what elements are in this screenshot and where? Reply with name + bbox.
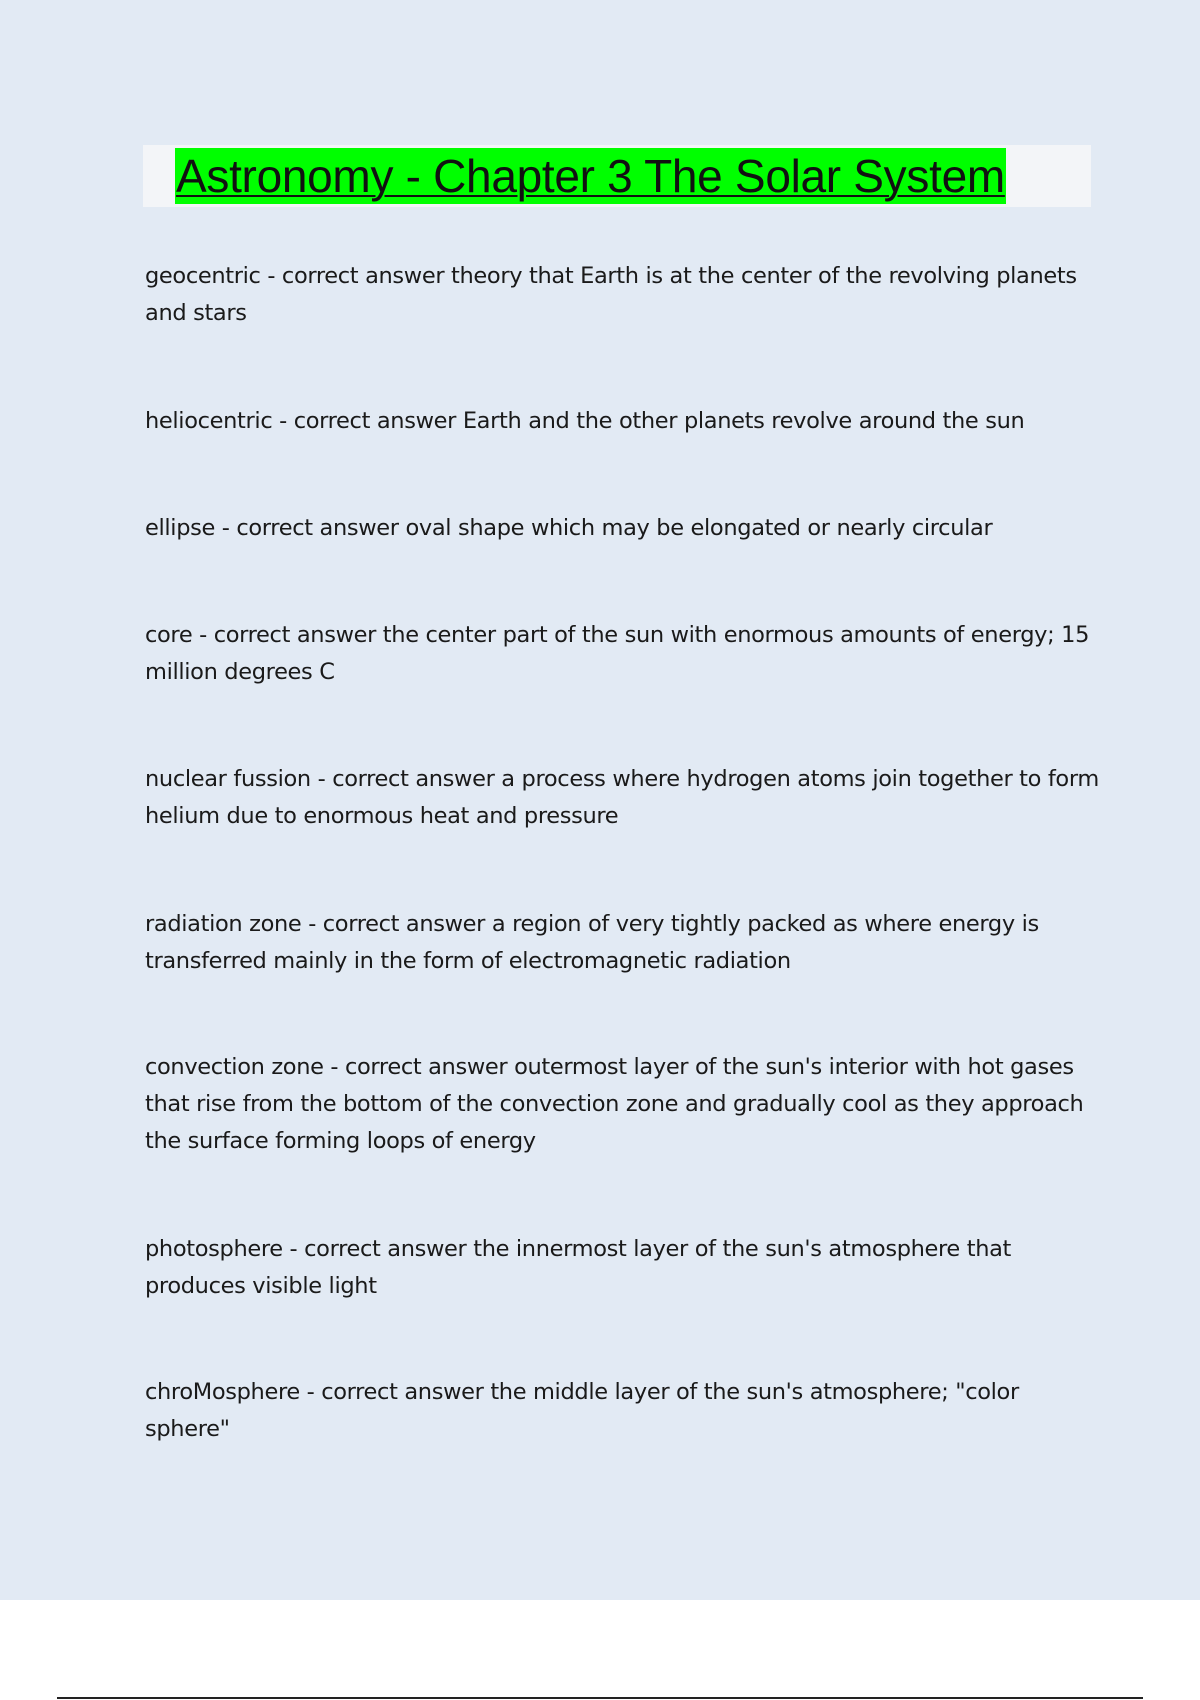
entry-geocentric: geocentric - correct answer theory that Earth is at the center of the revolving planets and stars	[145, 263, 1077, 326]
entry-ellipse: ellipse - correct answer oval shape which may be elongated or nearly circular	[145, 515, 993, 541]
footer-divider	[57, 1697, 1143, 1699]
entry-chromosphere: chroMosphere - correct answer the middle layer of the sun's atmosphere; "color sphere"	[145, 1379, 1019, 1442]
entry-nuclear-fussion: nuclear fussion - correct answer a process where hydrogen atoms join together to form helium due to enormous heat and pressure	[145, 766, 1099, 829]
entry-core: core - correct answer the center part of the sun with enormous amounts of energy; 15 million degrees C	[145, 622, 1090, 685]
document-title: Astronomy - Chapter 3 The Solar System	[176, 150, 1005, 202]
entry-radiation-zone: radiation zone - correct answer a region of very tightly packed as where energy is transferred mainly in the form of electromagnetic radiation	[145, 911, 1039, 974]
entry-heliocentric: heliocentric - correct answer Earth and the other planets revolve around the sun	[145, 408, 1025, 434]
entry-convection-zone: convection zone - correct answer outermost layer of the sun's interior with hot gases that rise from the bottom of the convection zone and gradually cool as they approach the surface forming loops of energy	[145, 1054, 1084, 1154]
entry-photosphere: photosphere - correct answer the innermost layer of the sun's atmosphere that produces visible light	[145, 1236, 1012, 1299]
